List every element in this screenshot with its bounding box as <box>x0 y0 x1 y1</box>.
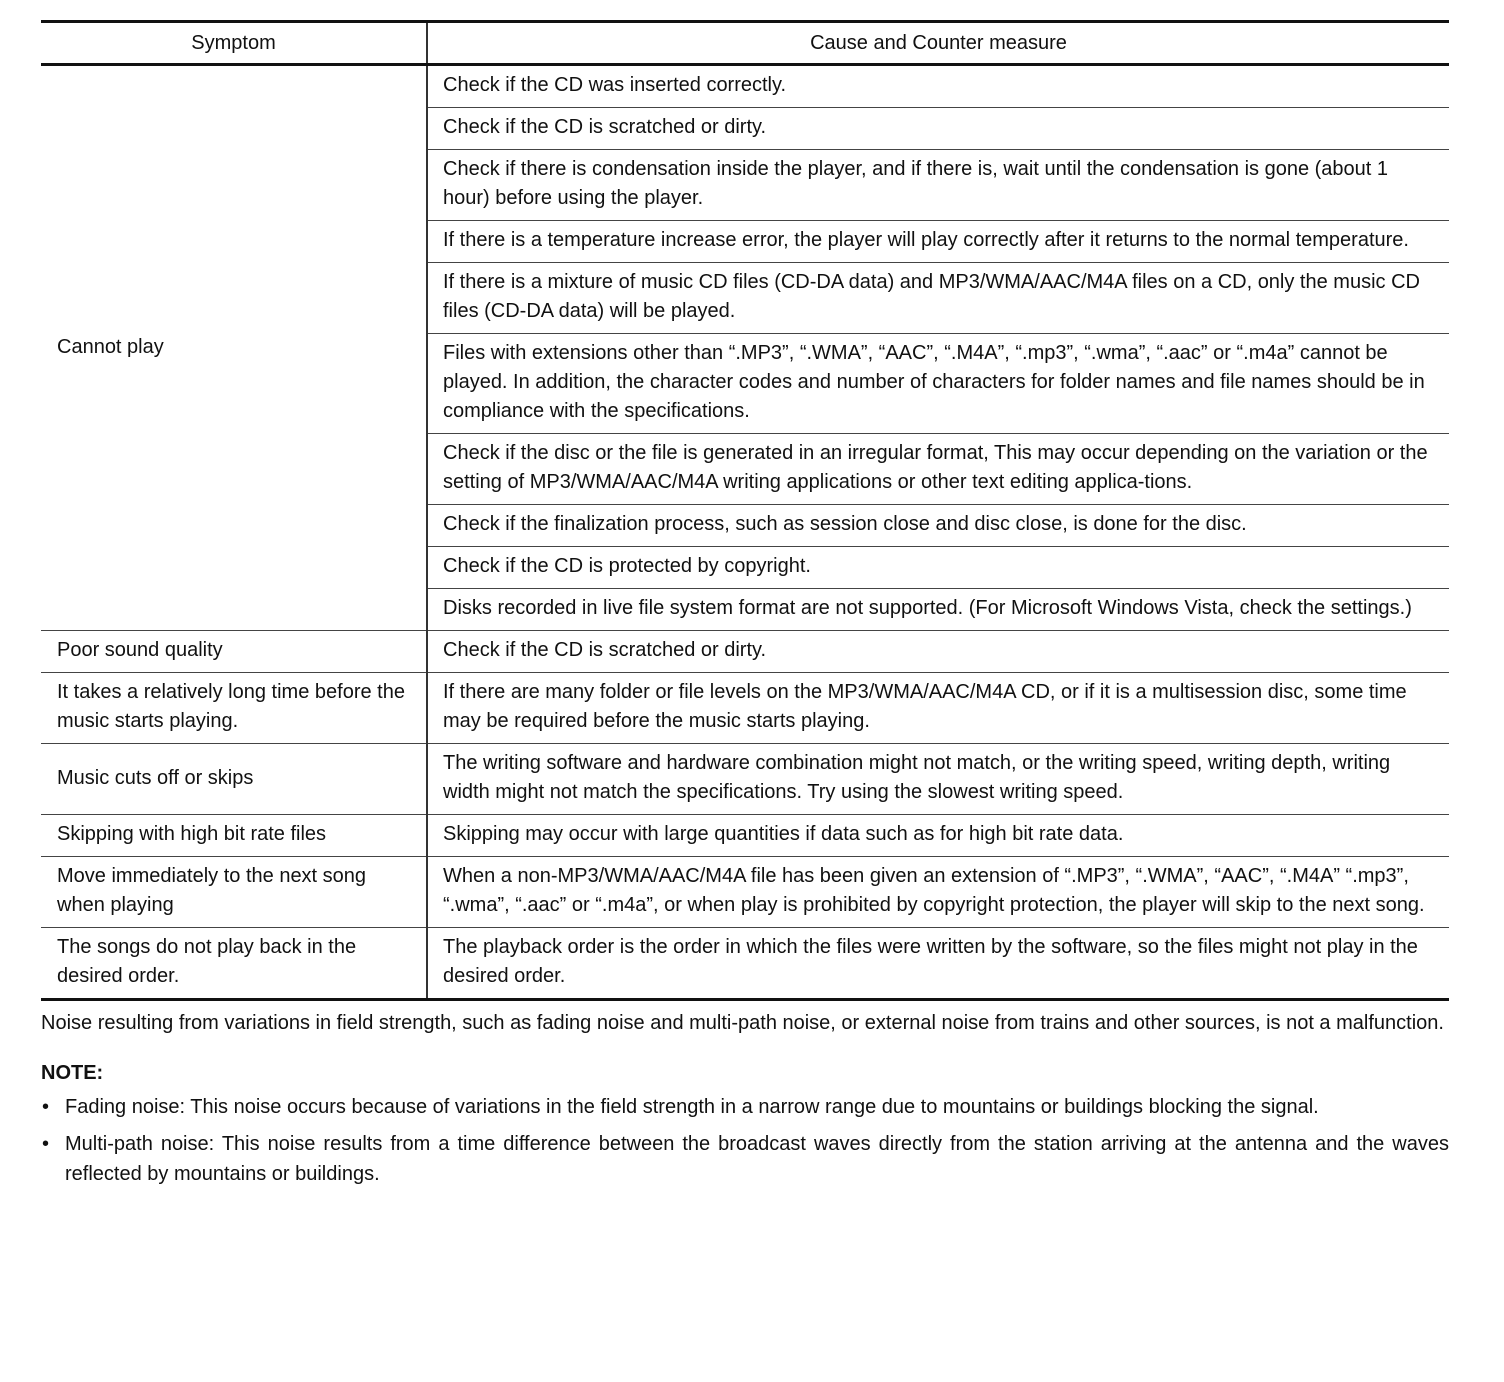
cause-countermeasure-cell: Check if the CD is scratched or dirty. <box>427 108 1449 150</box>
table-row <box>41 631 1449 673</box>
note-item <box>41 1129 1449 1189</box>
symptom-cell: Cannot play <box>41 65 427 631</box>
table-row <box>41 65 1449 108</box>
cause-countermeasure-cell: Files with extensions other than “.MP3”, “.WMA”, “AAC”, “.M4A”, “.mp3”, “.wma”, “.aac” or “.m4a” cannot be played. In addition, the character codes and number of characters for folder names and file names should be in compliance with the specifications. <box>427 334 1449 434</box>
cause-countermeasure-cell: If there is a temperature increase error, the player will play correctly after it returns to the normal temperature. <box>427 221 1449 263</box>
cause-column-header: Cause and Counter measure <box>427 22 1449 65</box>
note-item <box>41 1092 1449 1122</box>
troubleshooting-table <box>41 20 1449 1001</box>
cause-countermeasure-cell: The writing software and hardware combination might not match, or the writing speed, writing depth, writing width might not match the specifications. Try using the slowest writing speed. <box>427 744 1449 815</box>
cause-countermeasure-cell: Check if the CD is protected by copyright. <box>427 547 1449 589</box>
cause-countermeasure-cell: Check if the disc or the file is generated in an irregular format, This may occur depending on the variation or the setting of MP3/WMA/AAC/M4A writing applications or other text editing applica-tions. <box>427 434 1449 505</box>
table-body <box>41 65 1449 1000</box>
cause-countermeasure-cell: Check if the CD is scratched or dirty. <box>427 631 1449 673</box>
cause-countermeasure-cell: When a non-MP3/WMA/AAC/M4A file has been given an extension of “.MP3”, “.WMA”, “AAC”, “.M4A” “.mp3”, “.wma”, “.aac” or “.m4a”, or when play is prohibited by copyright protection, the player will skip to the next song. <box>427 857 1449 928</box>
cause-countermeasure-cell: The playback order is the order in which the files were written by the software, so the files might not play in the desired order. <box>427 928 1449 1000</box>
symptom-cell: Move immediately to the next song when playing <box>41 857 427 928</box>
symptom-column-header: Symptom <box>41 22 427 65</box>
cause-countermeasure-cell: Check if the CD was inserted correctly. <box>443 74 787 96</box>
cause-countermeasure-cell: If there is a mixture of music CD files (CD-DA data) and MP3/WMA/AAC/M4A files on a CD, only the music CD files (CD-DA data) will be played. <box>427 263 1449 334</box>
cause-countermeasure-cell: If there are many folder or file levels on the MP3/WMA/AAC/M4A CD, or if it is a multisession disc, some time may be required before the music starts playing. <box>427 673 1449 744</box>
table-row <box>41 815 1449 857</box>
noise-disclaimer-text: Noise resulting from variations in field strength, such as fading noise and multi-path noise, or external noise from trains and other sources, is not a malfunction. <box>41 1012 1444 1034</box>
table-row <box>41 928 1449 1000</box>
table-row <box>41 673 1449 744</box>
table-row <box>41 744 1449 815</box>
cause-countermeasure-cell: Skipping may occur with large quantities if data such as for high bit rate data. <box>427 815 1449 857</box>
cause-countermeasure-cell: Check if there is condensation inside the player, and if there is, wait until the condensation is gone (about 1 hour) before using the player. <box>427 150 1449 221</box>
symptom-cell: Music cuts off or skips <box>41 744 427 815</box>
symptom-cell: Poor sound quality <box>41 631 427 673</box>
symptom-cell: Skipping with high bit rate files <box>41 815 427 857</box>
bullet-icon: • <box>42 1133 50 1155</box>
bullet-icon: • <box>42 1096 50 1118</box>
note-item-text: Fading noise: This noise occurs because of variations in the field strength in a narrow range due to mountains or buildings blocking the signal. <box>65 1096 1319 1118</box>
cause-countermeasure-cell: Disks recorded in live file system format are not supported. (For Microsoft Windows Vista, check the settings.) <box>427 589 1449 631</box>
note-title: NOTE: <box>41 1062 104 1084</box>
document-page <box>41 20 1449 1196</box>
note-item-text: Multi-path noise: This noise results from a time difference between the broadcast waves directly from the station arriving at the antenna and the waves reflected by mountains or buildings. <box>65 1133 1449 1185</box>
symptom-cell: The songs do not play back in the desired order. <box>41 928 427 1000</box>
cause-countermeasure-cell: Check if the finalization process, such as session close and disc close, is done for the disc. <box>427 505 1449 547</box>
table-row <box>41 857 1449 928</box>
symptom-cell: It takes a relatively long time before the music starts playing. <box>41 673 427 744</box>
note-list <box>41 1092 1449 1189</box>
table-header-row <box>41 22 1449 65</box>
